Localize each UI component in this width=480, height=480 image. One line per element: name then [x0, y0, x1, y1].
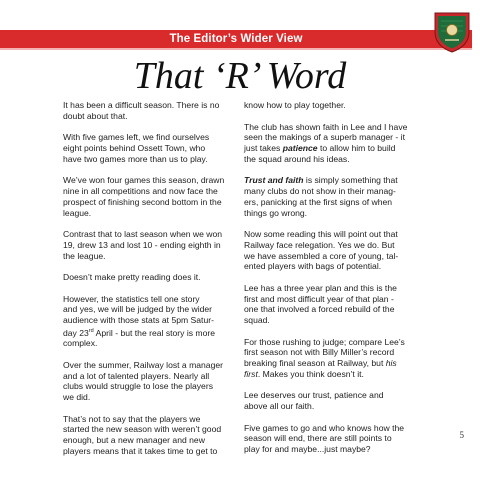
- right-column: [244, 100, 434, 455]
- paragraph: [63, 294, 253, 350]
- paragraph-text: However, the statistics tell one story and yes, we will be judged by the wider audience with those stats at 5pm Satur- day 23: [63, 293, 214, 338]
- paragraph: It has been a difficult season. There is no doubt about that.: [63, 100, 220, 121]
- paragraph: With five games left, we find ourselves eight points behind Ossett Town, who have two games more than us to play.: [63, 132, 210, 164]
- paragraph: That’s not to say that the players we started the new season with weren’t good enough, but a new manager and new players means that it takes time to get to: [63, 413, 222, 456]
- paragraph: Over the summer, Railway lost a manager and a lot of talented players. Nearly all clubs would struggle to lose the players we did.: [63, 359, 223, 403]
- paragraph: Contrast that to last season when we won 19, drew 13 and lost 10 - ending eighth in the league.: [63, 229, 223, 261]
- paragraph: [244, 337, 434, 380]
- paragraph: Lee deserves our trust, patience and above all our faith.: [244, 390, 384, 411]
- paragraph-text: is simply something that many clubs do not show in their manag- ers, panicking at the first signs of when things go wrong.: [244, 175, 398, 218]
- paragraph-text: to allow him to build the squad around his ideas.: [244, 143, 396, 164]
- paragraph-text: The club has shown faith in Lee and I have seen the makings of a superb manager - it just takes: [244, 121, 408, 153]
- ordinal-suffix: rd: [88, 327, 94, 334]
- page-title: That ‘R’ Word: [133, 55, 347, 97]
- paragraph: [244, 122, 434, 165]
- paragraph-text: April - but the real story is more complex.: [63, 327, 216, 349]
- banner-title: The Editor’s Wider View: [169, 33, 303, 45]
- emphasis: patience: [282, 143, 318, 153]
- emphasis: Trust and faith: [244, 175, 304, 186]
- paragraph: Five games to go and who knows how the season will end, there are still points to play for and maybe...just maybe?: [244, 422, 405, 454]
- paragraph: [244, 175, 434, 218]
- paragraph: Now some reading this will point out that Railway face relegation. Yes we do. But we have assembled a core of young, tal- ented players with bags of potential.: [244, 229, 399, 272]
- paragraph: Lee has a three year plan and this is the first and most difficult year of that plan - one that involved a forced rebuild of the squad.: [244, 282, 397, 325]
- header-banner: [0, 30, 472, 50]
- italic-text: his first: [244, 358, 397, 379]
- left-column: [63, 100, 253, 457]
- paragraph-text: . Makes you think doesn’t it.: [257, 368, 364, 379]
- paragraph: know how to play together.: [244, 100, 346, 110]
- page-number: 5: [459, 430, 464, 440]
- paragraph: Doesn’t make pretty reading does it.: [63, 272, 201, 282]
- paragraph-text: For those rushing to judge; compare Lee’s first season not with Billy Miller’s record breaking final season at Railway, but: [244, 336, 405, 368]
- club-crest-icon: [432, 10, 472, 54]
- paragraph: We’ve won four games this season, drawn nine in all competitions and now face the prospect of finishing second bottom in the league.: [63, 175, 225, 218]
